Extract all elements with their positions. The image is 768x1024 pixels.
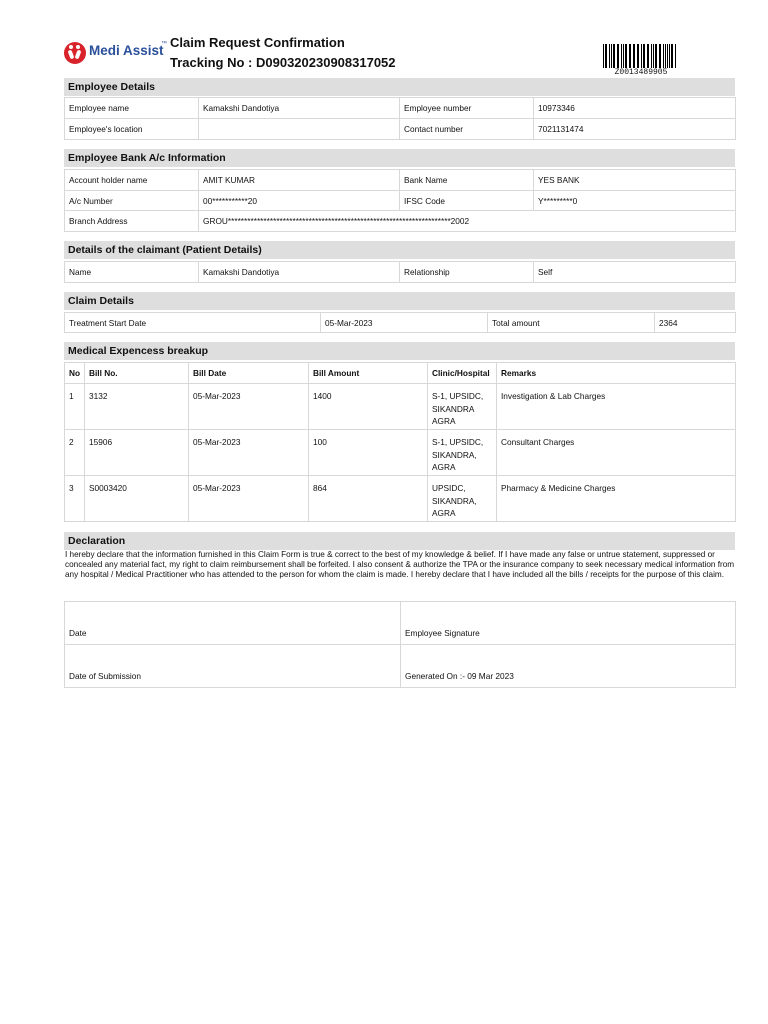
row-clinic: S-1, UPSIDC, SIKANDRA AGRA [428,384,497,430]
col-bill-amount: Bill Amount [309,363,428,384]
row-clinic: S-1, UPSIDC, SIKANDRA, AGRA [428,430,497,476]
contact-number-value: 7021131474 [534,119,736,140]
generated-on-label: Generated On :- 09 Mar 2023 [401,645,736,688]
row-bill-date: 05-Mar-2023 [189,384,309,430]
barcode-image [603,44,679,68]
page-title: Claim Request Confirmation [170,35,345,50]
signature-table [64,601,736,688]
employee-number-value: 10973346 [534,98,736,119]
employee-signature-label: Employee Signature [401,602,736,645]
row-no: 2 [65,430,85,476]
table-row [65,476,736,522]
logo-people-icon [64,42,86,64]
expenses-table [64,362,736,522]
col-remarks: Remarks [497,363,736,384]
logo-text: Medi Assist [89,43,164,58]
treatment-start-label: Treatment Start Date [65,313,321,333]
total-amount-value: 2364 [655,313,736,333]
patient-name-value: Kamakshi Dandotiya [199,262,400,283]
ifsc-value: Y*********0 [534,191,736,211]
bank-info-heading: Employee Bank A/c Information [64,149,735,167]
row-remarks: Pharmacy & Medicine Charges [497,476,736,522]
total-amount-label: Total amount [488,313,655,333]
claimant-heading: Details of the claimant (Patient Details) [64,241,735,259]
employee-number-label: Employee number [400,98,534,119]
contact-number-label: Contact number [400,119,534,140]
declaration-text: I hereby declare that the information furnished in this Claim Form is true & correct to the best of my knowledge & belief. If I have made any false or untrue statement, suppressed or concealed any material fact, my right to claim reimbursement shall be forfeited. I also consent & authorize the TPA or the insurance company to seek necessary medical information from any hospital / Medical Practitioner who has attended to the person for whom the claim is made. I hereby declare that I have included all the bills / receipts for the purpose of this claim. [65,550,735,580]
date-label: Date [65,602,401,645]
branch-address-value: GROU*********************************************************************2002 [199,211,736,232]
tracking-line [170,55,396,70]
row-bill-amount: 1400 [309,384,428,430]
tracking-number: D090320230908317052 [255,55,396,70]
employee-name-label: Employee name [65,98,199,119]
employee-details-heading: Employee Details [64,78,735,96]
barcode-number: Z0013489905 [614,68,668,77]
row-bill-no: 15906 [85,430,189,476]
branch-address-label: Branch Address [65,211,199,232]
relationship-label: Relationship [400,262,534,283]
account-holder-value: AMIT KUMAR [199,170,400,191]
row-no: 1 [65,384,85,430]
row-bill-amount: 864 [309,476,428,522]
table-row [65,430,736,476]
treatment-start-value: 05-Mar-2023 [321,313,488,333]
row-remarks: Investigation & Lab Charges [497,384,736,430]
date-of-submission-label: Date of Submission [65,645,401,688]
account-holder-label: Account holder name [65,170,199,191]
claim-details-table [64,312,736,333]
row-no: 3 [65,476,85,522]
table-row [65,384,736,430]
declaration-heading: Declaration [64,532,735,550]
employee-name-value: Kamakshi Dandotiya [199,98,400,119]
row-remarks: Consultant Charges [497,430,736,476]
patient-name-label: Name [65,262,199,283]
row-bill-date: 05-Mar-2023 [189,476,309,522]
bank-info-table [64,169,736,232]
col-bill-no: Bill No. [85,363,189,384]
employee-location-label: Employee's location [65,119,199,140]
ac-number-value: 00***********20 [199,191,400,211]
row-bill-date: 05-Mar-2023 [189,430,309,476]
document-header [0,0,768,80]
row-bill-no: 3132 [85,384,189,430]
expenses-heading: Medical Expencess breakup [64,342,735,360]
claimant-table [64,261,736,283]
bank-name-value: YES BANK [534,170,736,191]
employee-location-value [199,119,400,140]
bank-name-label: Bank Name [400,170,534,191]
claim-details-heading: Claim Details [64,292,735,310]
col-bill-date: Bill Date [189,363,309,384]
col-no: No [65,363,85,384]
row-bill-amount: 100 [309,430,428,476]
medi-assist-logo: Medi Assist ™ [64,40,174,66]
row-bill-no: S0003420 [85,476,189,522]
tracking-label: Tracking No : [170,55,253,70]
row-clinic: UPSIDC, SIKANDRA, AGRA [428,476,497,522]
employee-details-table [64,97,736,140]
ifsc-label: IFSC Code [400,191,534,211]
ac-number-label: A/c Number [65,191,199,211]
relationship-value: Self [534,262,736,283]
col-clinic: Clinic/Hospital [428,363,497,384]
